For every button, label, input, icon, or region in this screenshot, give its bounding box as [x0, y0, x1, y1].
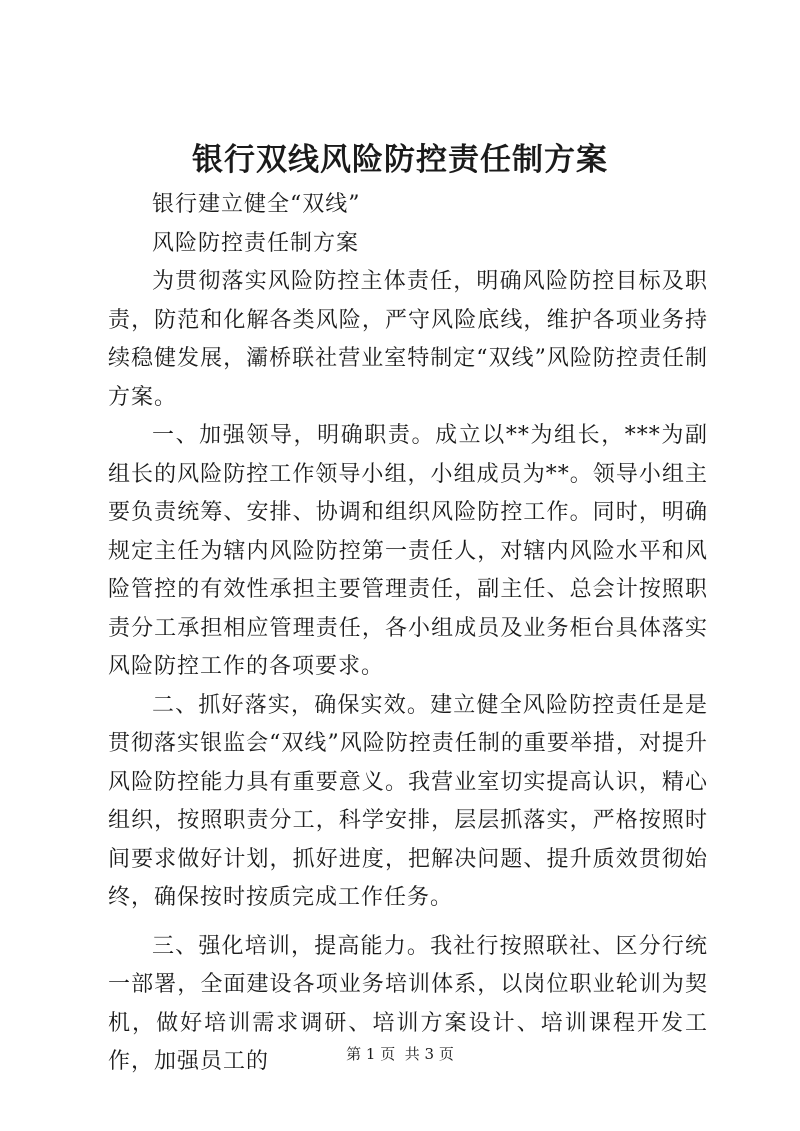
paragraph-section-1: 一、加强领导，明确职责。成立以**为组长，***为副组长的风险防控工作领导小组，小组成员为**。领导小组主要负责统筹、安排、协调和组织风险防控工作。同时，明确规定主任为辖内风险防控第一责任人，对辖内风险水平和风险管控的有效性承担主要管理责任，副主任、总会计按照职责分工承担相应管理责任，各小组成员及业务柜台具体落实风险防控工作的各项要求。	[108, 423, 708, 679]
paragraph-intro: 为贯彻落实风险防控主体责任，明确风险防控目标及职责，防范和化解各类风险，严守风险底线，维护各项业务持续稳健发展，灞桥联社营业室特制定“双线”风险防控责任制方案。	[108, 269, 708, 410]
document-title: 银行双线风险防控责任制方案	[192, 142, 608, 178]
page-footer	[0, 1044, 800, 1064]
page-number: 第 1 页 共 3 页	[346, 1045, 454, 1063]
paragraph-section-2: 二、抓好落实，确保实效。建立健全风险防控责任是是贯彻落实银监会“双线”风险防控责任制的重要举措，对提升风险防控能力具有重要意义。我营业室切实提高认识，精心组织，按照职责分工，科学安排，层层抓落实，严格按照时间要求做好计划，抓好进度，把解决问题、提升质效贯彻始终，确保按时按质完成工作任务。	[108, 692, 708, 910]
document-body	[108, 186, 708, 1082]
paragraph-section-3: 三、强化培训，提高能力。我社行按照联社、区分行统一部署，全面建设各项业务培训体系，以岗位职业轮训为契机，做好培训需求调研、培训方案设计、培训课程开发工作，加强员工的	[108, 933, 708, 1074]
paragraph-subtitle-2: 风险防控责任制方案	[152, 230, 360, 256]
paragraph-subtitle-1: 银行建立健全“双线”	[152, 192, 361, 217]
